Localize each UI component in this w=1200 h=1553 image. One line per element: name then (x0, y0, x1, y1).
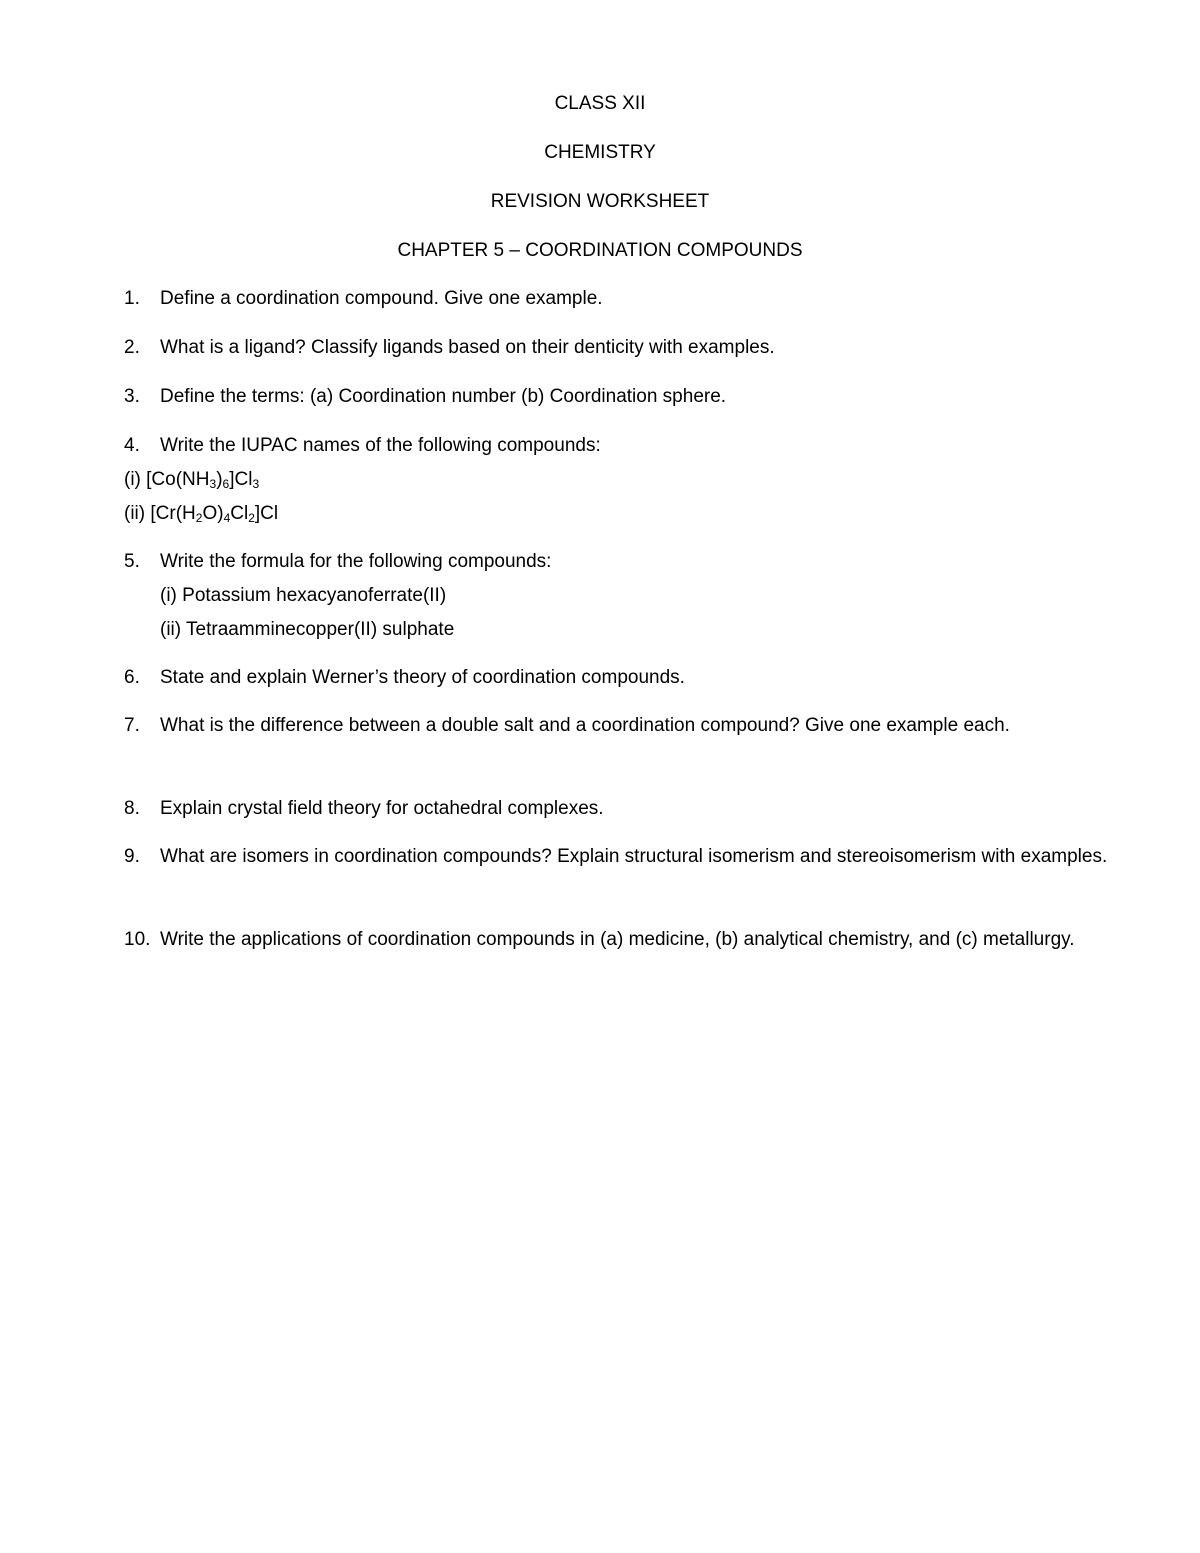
question-text: Write the formula for the following compounds: (160, 551, 552, 572)
question-5-part-ii: (ii) Tetraamminecopper(II) sulphate (160, 619, 455, 640)
question-text: What is a ligand? Classify ligands based on their denticity with examples. (160, 337, 775, 358)
question-number: 10. (124, 929, 151, 950)
question-1 (124, 282, 1114, 316)
question-number: 8. (124, 798, 140, 819)
formula: $[Co(NH_3)_6]Cl_3$ (146, 469, 260, 491)
question-2 (124, 331, 1114, 365)
question-4 (124, 429, 1114, 531)
chapter-heading: CHAPTER 5 – COORDINATION COMPOUNDS (397, 240, 803, 261)
question-number: 3. (124, 386, 140, 407)
question-10 (124, 923, 1114, 957)
question-number: 1. (124, 288, 140, 309)
question-4-part-ii: (ii) $[Cr(H_2O)_4Cl_2]Cl$ (124, 503, 279, 525)
question-8 (124, 792, 1114, 826)
question-number: 2. (124, 337, 140, 358)
question-4-part-i: (i) $[Co(NH_3)_6]Cl_3$ (124, 469, 260, 491)
question-text: Define a coordination compound. Give one example. (160, 288, 603, 309)
question-number: 9. (124, 846, 140, 867)
question-9 (124, 840, 1114, 874)
class-heading: CLASS XII (554, 93, 646, 114)
question-text: Write the IUPAC names of the following compounds: (160, 435, 601, 456)
question-number: 5. (124, 551, 140, 572)
worksheet-type-heading: REVISION WORKSHEET (490, 191, 710, 212)
question-text: Write the applications of coordination compounds in (a) medicine, (b) analytical chemistry, and (c) metallurgy. (160, 929, 1075, 950)
question-number: 4. (124, 435, 140, 456)
question-text: Explain crystal field theory for octahedral complexes. (160, 798, 604, 819)
question-3 (124, 380, 1114, 414)
subject-heading: CHEMISTRY (544, 142, 656, 163)
question-text: What is the difference between a double salt and a coordination compound? Give one example each. (160, 715, 1010, 736)
question-text: Define the terms: (a) Coordination number (b) Coordination sphere. (160, 386, 727, 407)
question-number: 6. (124, 667, 140, 688)
question-text: What are isomers in coordination compounds? Explain structural isomerism and stereoisomerism with examples. (160, 846, 1108, 867)
question-6 (124, 661, 1114, 695)
question-number: 7. (124, 715, 140, 736)
question-5-part-i: (i) Potassium hexacyanoferrate(II) (160, 585, 447, 606)
formula: $[Cr(H_2O)_4Cl_2]Cl$ (150, 503, 279, 525)
question-5 (124, 545, 1114, 647)
question-7 (124, 709, 1114, 743)
question-text: State and explain Werner’s theory of coordination compounds. (160, 667, 685, 688)
